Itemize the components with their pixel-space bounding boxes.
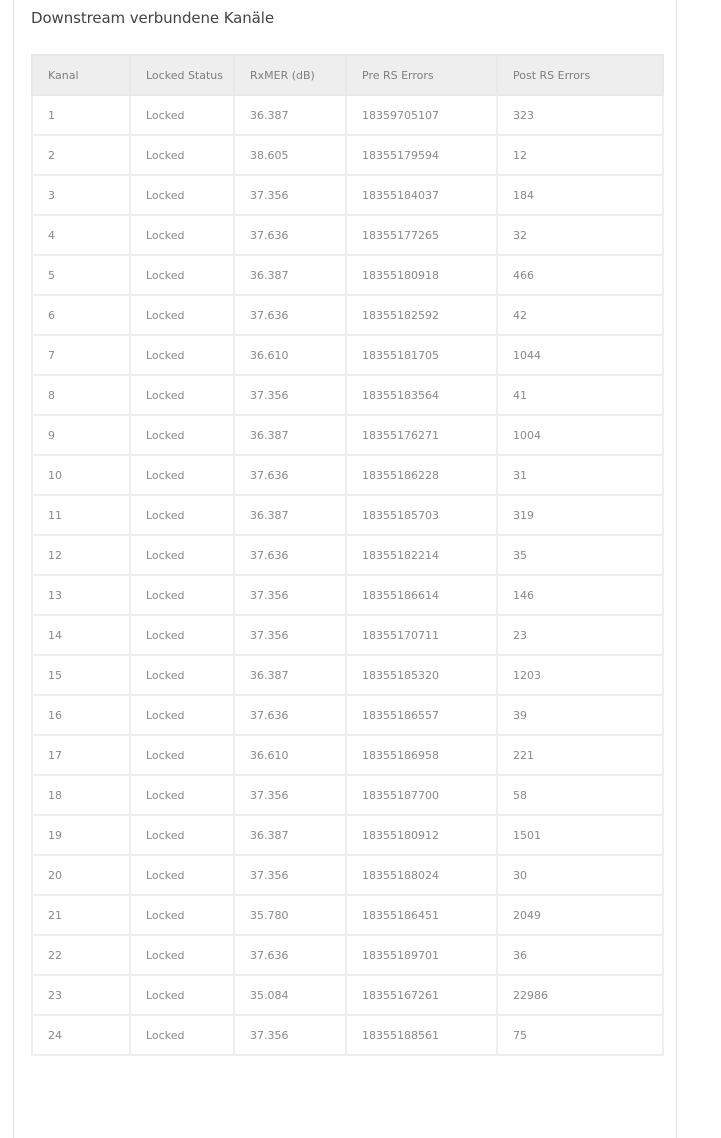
cell-rxmer: 37.356 bbox=[234, 775, 346, 815]
cell-locked-status: Locked bbox=[130, 495, 234, 535]
cell-kanal: 9 bbox=[32, 415, 130, 455]
cell-post-rs-errors: 42 bbox=[497, 295, 663, 335]
cell-locked-status: Locked bbox=[130, 815, 234, 855]
table-row bbox=[32, 495, 663, 535]
cell-rxmer: 36.387 bbox=[234, 655, 346, 695]
table-row bbox=[32, 535, 663, 575]
table-body bbox=[32, 95, 663, 1055]
cell-locked-status: Locked bbox=[130, 775, 234, 815]
cell-post-rs-errors: 75 bbox=[497, 1015, 663, 1055]
cell-rxmer: 36.387 bbox=[234, 95, 346, 135]
table-row bbox=[32, 215, 663, 255]
cell-kanal: 15 bbox=[32, 655, 130, 695]
cell-locked-status: Locked bbox=[130, 975, 234, 1015]
cell-post-rs-errors: 1203 bbox=[497, 655, 663, 695]
cell-locked-status: Locked bbox=[130, 615, 234, 655]
cell-locked-status: Locked bbox=[130, 695, 234, 735]
cell-kanal: 17 bbox=[32, 735, 130, 775]
cell-locked-status: Locked bbox=[130, 735, 234, 775]
cell-locked-status: Locked bbox=[130, 455, 234, 495]
table-row bbox=[32, 1015, 663, 1055]
cell-post-rs-errors: 35 bbox=[497, 535, 663, 575]
cell-rxmer: 37.636 bbox=[234, 935, 346, 975]
cell-locked-status: Locked bbox=[130, 575, 234, 615]
cell-kanal: 4 bbox=[32, 215, 130, 255]
cell-rxmer: 37.356 bbox=[234, 1015, 346, 1055]
cell-rxmer: 37.636 bbox=[234, 295, 346, 335]
cell-post-rs-errors: 12 bbox=[497, 135, 663, 175]
cell-kanal: 18 bbox=[32, 775, 130, 815]
header-kanal: Kanal bbox=[32, 55, 130, 95]
cell-kanal: 12 bbox=[32, 535, 130, 575]
cell-post-rs-errors: 31 bbox=[497, 455, 663, 495]
cell-post-rs-errors: 319 bbox=[497, 495, 663, 535]
cell-kanal: 13 bbox=[32, 575, 130, 615]
cell-rxmer: 37.356 bbox=[234, 855, 346, 895]
cell-rxmer: 37.356 bbox=[234, 375, 346, 415]
table-row bbox=[32, 175, 663, 215]
cell-locked-status: Locked bbox=[130, 95, 234, 135]
cell-rxmer: 36.387 bbox=[234, 815, 346, 855]
cell-kanal: 21 bbox=[32, 895, 130, 935]
table-row bbox=[32, 615, 663, 655]
cell-post-rs-errors: 32 bbox=[497, 215, 663, 255]
cell-post-rs-errors: 221 bbox=[497, 735, 663, 775]
table-row bbox=[32, 255, 663, 295]
cell-rxmer: 36.387 bbox=[234, 495, 346, 535]
cell-rxmer: 37.636 bbox=[234, 695, 346, 735]
cell-pre-rs-errors: 18355186958 bbox=[346, 735, 497, 775]
cell-kanal: 6 bbox=[32, 295, 130, 335]
table-row bbox=[32, 415, 663, 455]
cell-locked-status: Locked bbox=[130, 895, 234, 935]
table-row bbox=[32, 775, 663, 815]
cell-kanal: 22 bbox=[32, 935, 130, 975]
cell-rxmer: 37.356 bbox=[234, 175, 346, 215]
cell-locked-status: Locked bbox=[130, 295, 234, 335]
cell-locked-status: Locked bbox=[130, 415, 234, 455]
cell-post-rs-errors: 36 bbox=[497, 935, 663, 975]
cell-kanal: 24 bbox=[32, 1015, 130, 1055]
cell-rxmer: 37.356 bbox=[234, 575, 346, 615]
cell-rxmer: 38.605 bbox=[234, 135, 346, 175]
cell-pre-rs-errors: 18355167261 bbox=[346, 975, 497, 1015]
cell-post-rs-errors: 466 bbox=[497, 255, 663, 295]
cell-pre-rs-errors: 18355181705 bbox=[346, 335, 497, 375]
cell-rxmer: 36.387 bbox=[234, 255, 346, 295]
header-pre-rs-errors: Pre RS Errors bbox=[346, 55, 497, 95]
table-row bbox=[32, 135, 663, 175]
table-row bbox=[32, 975, 663, 1015]
header-post-rs-errors: Post RS Errors bbox=[497, 55, 663, 95]
cell-rxmer: 35.780 bbox=[234, 895, 346, 935]
cell-pre-rs-errors: 18355189701 bbox=[346, 935, 497, 975]
cell-pre-rs-errors: 18355188561 bbox=[346, 1015, 497, 1055]
cell-pre-rs-errors: 18355187700 bbox=[346, 775, 497, 815]
cell-kanal: 14 bbox=[32, 615, 130, 655]
cell-pre-rs-errors: 18355182214 bbox=[346, 535, 497, 575]
cell-rxmer: 35.084 bbox=[234, 975, 346, 1015]
cell-pre-rs-errors: 18359705107 bbox=[346, 95, 497, 135]
cell-pre-rs-errors: 18355185703 bbox=[346, 495, 497, 535]
cell-pre-rs-errors: 18355182592 bbox=[346, 295, 497, 335]
cell-pre-rs-errors: 18355183564 bbox=[346, 375, 497, 415]
cell-locked-status: Locked bbox=[130, 1015, 234, 1055]
cell-kanal: 3 bbox=[32, 175, 130, 215]
downstream-panel bbox=[13, 0, 677, 1138]
cell-locked-status: Locked bbox=[130, 375, 234, 415]
cell-locked-status: Locked bbox=[130, 935, 234, 975]
cell-post-rs-errors: 1044 bbox=[497, 335, 663, 375]
cell-post-rs-errors: 2049 bbox=[497, 895, 663, 935]
cell-kanal: 23 bbox=[32, 975, 130, 1015]
cell-kanal: 8 bbox=[32, 375, 130, 415]
cell-rxmer: 36.610 bbox=[234, 735, 346, 775]
cell-locked-status: Locked bbox=[130, 215, 234, 255]
cell-post-rs-errors: 22986 bbox=[497, 975, 663, 1015]
cell-pre-rs-errors: 18355186557 bbox=[346, 695, 497, 735]
cell-kanal: 19 bbox=[32, 815, 130, 855]
cell-pre-rs-errors: 18355180918 bbox=[346, 255, 497, 295]
table-row bbox=[32, 855, 663, 895]
cell-locked-status: Locked bbox=[130, 255, 234, 295]
cell-pre-rs-errors: 18355188024 bbox=[346, 855, 497, 895]
cell-locked-status: Locked bbox=[130, 175, 234, 215]
cell-rxmer: 37.636 bbox=[234, 215, 346, 255]
cell-post-rs-errors: 23 bbox=[497, 615, 663, 655]
cell-locked-status: Locked bbox=[130, 135, 234, 175]
cell-kanal: 1 bbox=[32, 95, 130, 135]
section-title: Downstream verbundene Kanäle bbox=[31, 9, 274, 27]
table-row bbox=[32, 335, 663, 375]
table-row bbox=[32, 455, 663, 495]
cell-pre-rs-errors: 18355186614 bbox=[346, 575, 497, 615]
cell-post-rs-errors: 30 bbox=[497, 855, 663, 895]
cell-kanal: 2 bbox=[32, 135, 130, 175]
cell-rxmer: 36.610 bbox=[234, 335, 346, 375]
table-row bbox=[32, 95, 663, 135]
table-row bbox=[32, 895, 663, 935]
cell-locked-status: Locked bbox=[130, 335, 234, 375]
cell-rxmer: 37.636 bbox=[234, 535, 346, 575]
cell-post-rs-errors: 1501 bbox=[497, 815, 663, 855]
cell-kanal: 10 bbox=[32, 455, 130, 495]
header-locked-status: Locked Status bbox=[130, 55, 234, 95]
cell-kanal: 7 bbox=[32, 335, 130, 375]
cell-pre-rs-errors: 18355184037 bbox=[346, 175, 497, 215]
cell-pre-rs-errors: 18355177265 bbox=[346, 215, 497, 255]
table-row bbox=[32, 735, 663, 775]
cell-kanal: 11 bbox=[32, 495, 130, 535]
table-row bbox=[32, 935, 663, 975]
header-rxmer: RxMER (dB) bbox=[234, 55, 346, 95]
cell-rxmer: 37.356 bbox=[234, 615, 346, 655]
cell-rxmer: 37.636 bbox=[234, 455, 346, 495]
cell-locked-status: Locked bbox=[130, 535, 234, 575]
table-row bbox=[32, 655, 663, 695]
cell-post-rs-errors: 39 bbox=[497, 695, 663, 735]
cell-kanal: 16 bbox=[32, 695, 130, 735]
table-row bbox=[32, 815, 663, 855]
table-row bbox=[32, 375, 663, 415]
table-row bbox=[32, 575, 663, 615]
cell-pre-rs-errors: 18355170711 bbox=[346, 615, 497, 655]
cell-pre-rs-errors: 18355185320 bbox=[346, 655, 497, 695]
cell-post-rs-errors: 1004 bbox=[497, 415, 663, 455]
cell-rxmer: 36.387 bbox=[234, 415, 346, 455]
cell-pre-rs-errors: 18355186228 bbox=[346, 455, 497, 495]
cell-post-rs-errors: 146 bbox=[497, 575, 663, 615]
cell-kanal: 20 bbox=[32, 855, 130, 895]
cell-pre-rs-errors: 18355186451 bbox=[346, 895, 497, 935]
cell-post-rs-errors: 41 bbox=[497, 375, 663, 415]
table-row bbox=[32, 695, 663, 735]
cell-locked-status: Locked bbox=[130, 655, 234, 695]
cell-pre-rs-errors: 18355180912 bbox=[346, 815, 497, 855]
cell-post-rs-errors: 58 bbox=[497, 775, 663, 815]
cell-post-rs-errors: 184 bbox=[497, 175, 663, 215]
cell-pre-rs-errors: 18355176271 bbox=[346, 415, 497, 455]
cell-kanal: 5 bbox=[32, 255, 130, 295]
cell-post-rs-errors: 323 bbox=[497, 95, 663, 135]
cell-pre-rs-errors: 18355179594 bbox=[346, 135, 497, 175]
cell-locked-status: Locked bbox=[130, 855, 234, 895]
table-row bbox=[32, 295, 663, 335]
downstream-channels-table bbox=[31, 54, 664, 1056]
table-header-row bbox=[32, 55, 663, 95]
